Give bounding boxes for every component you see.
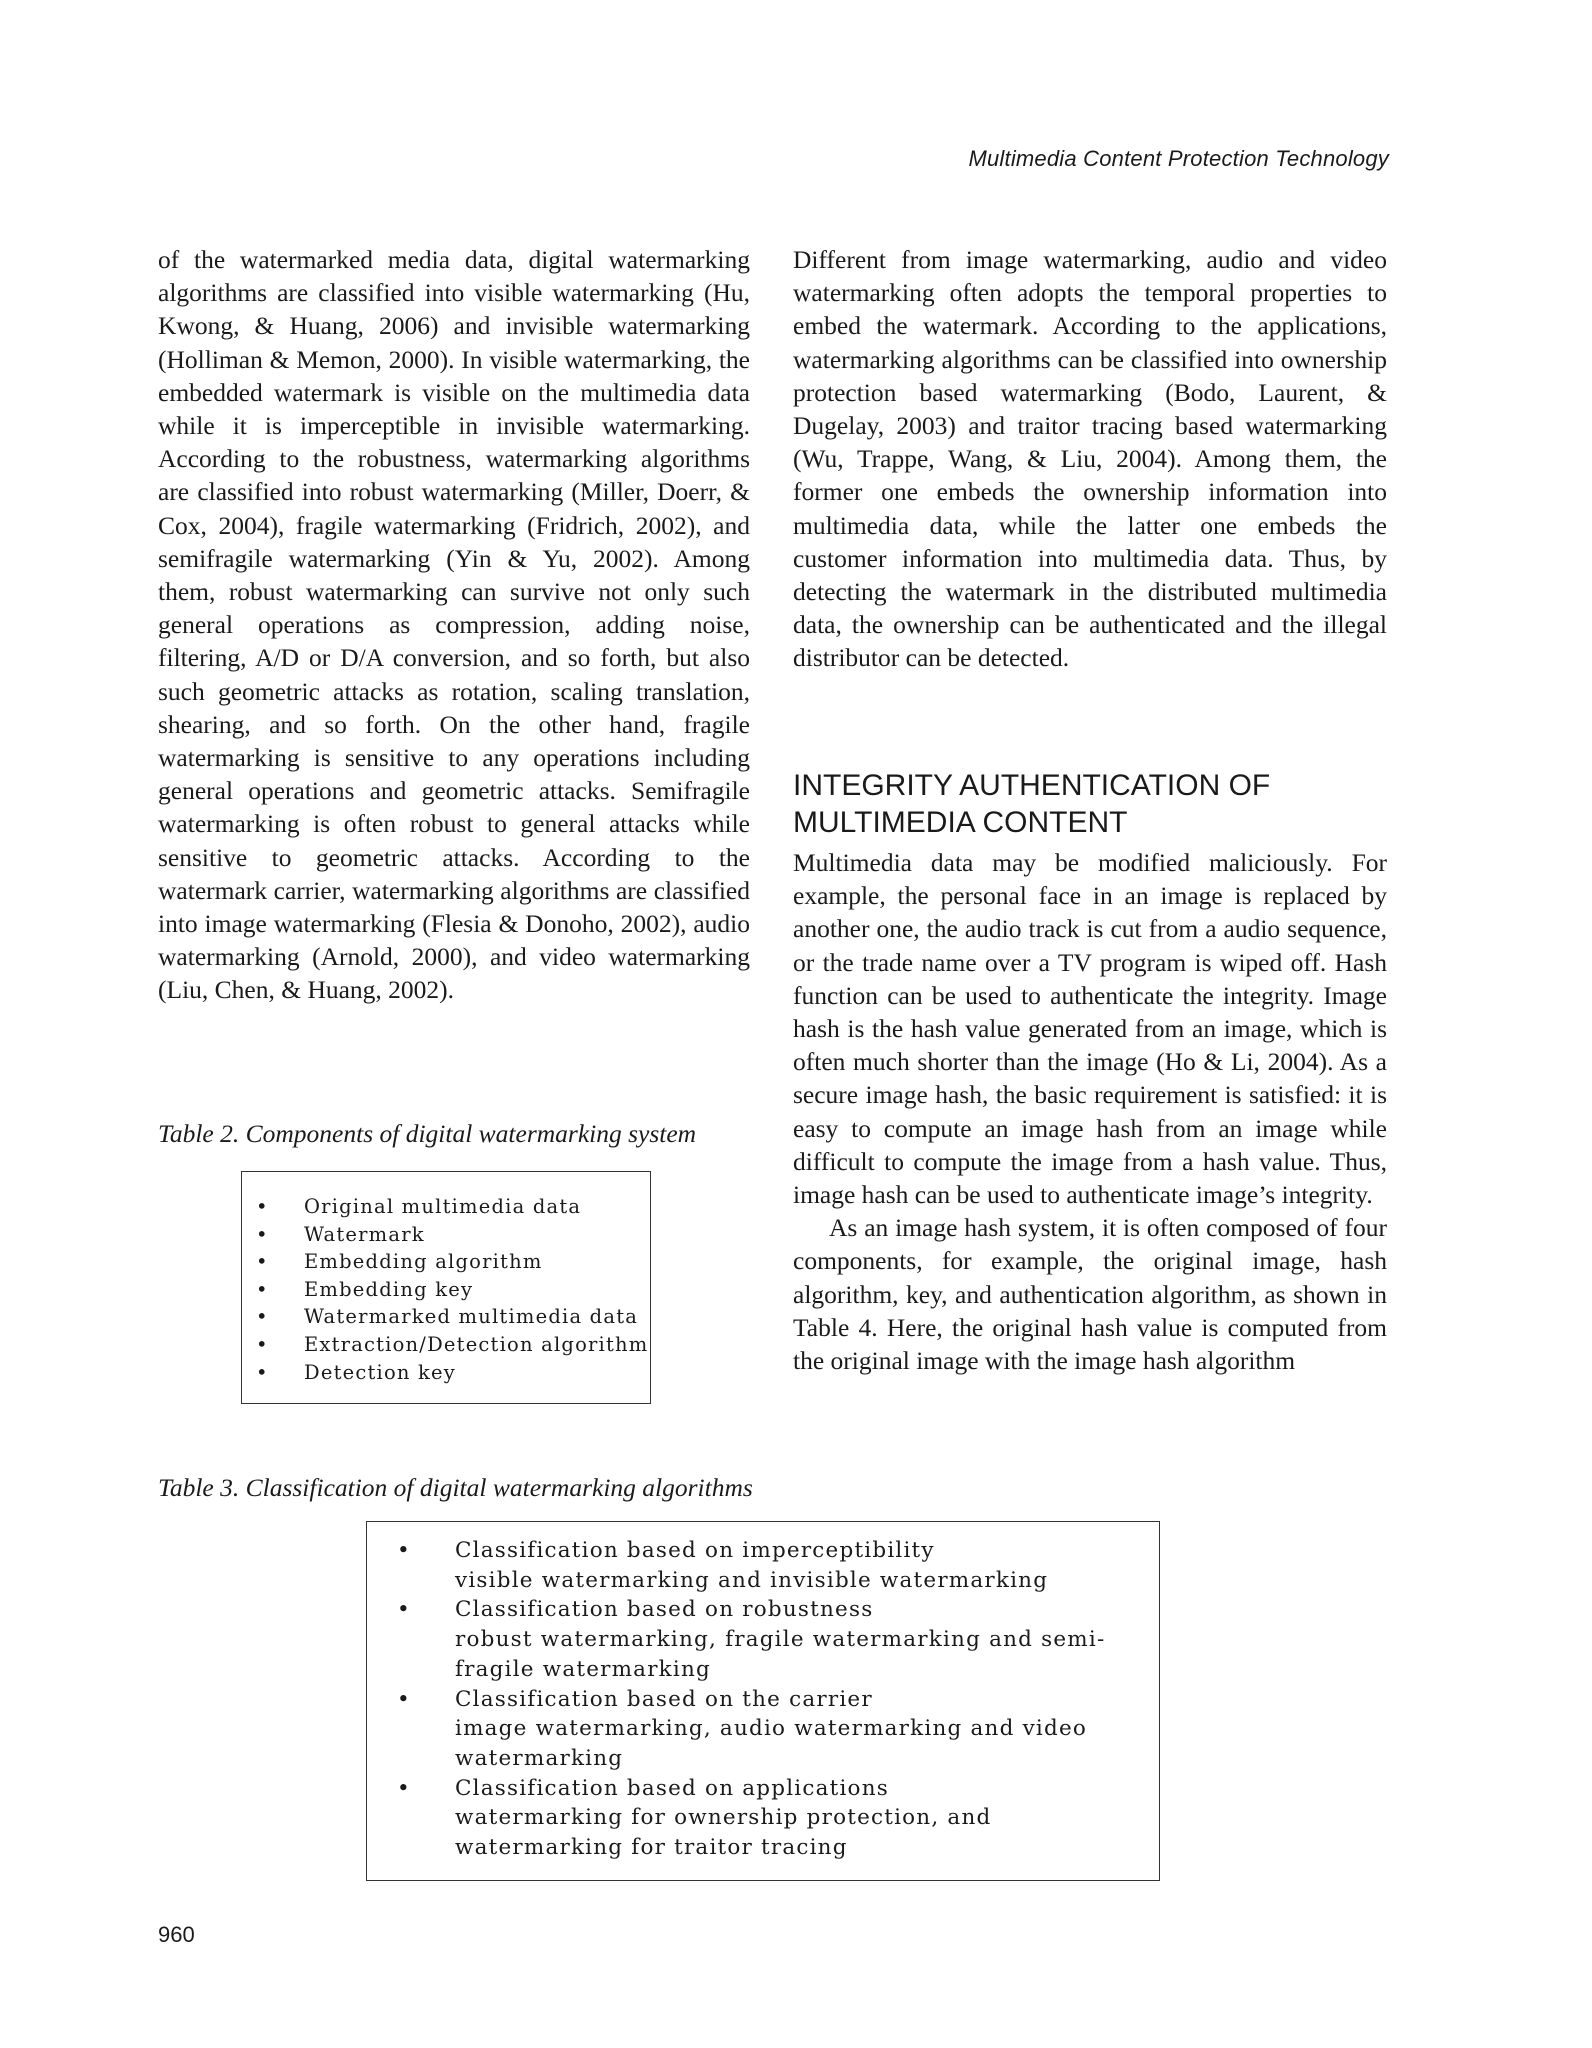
- table3-item-heading: [397, 1536, 1159, 1566]
- table3-box: [366, 1521, 1160, 1881]
- table2-item-text: Watermark: [304, 1222, 425, 1246]
- page-number: 960: [158, 1922, 195, 1947]
- running-head: Multimedia Content Protection Technology: [968, 146, 1389, 171]
- table2-item: [256, 1303, 650, 1331]
- section-paragraph-2: As an image hash system, it is often composed of four components, for example, the original image, hash algorithm, key, and authentication algorithm, as shown in Table 4. Here, the original hash value is computed from the original image with the image hash algorithm: [793, 1213, 1387, 1376]
- section-body: [793, 846, 1387, 1377]
- section-paragraph-1: Multimedia data may be modified maliciously. For example, the personal face in an image is replaced by another one, the audio track is cut from a audio sequence, or the trade name over a TV program is wiped off. Hash function can be used to authenticate the integrity. Image hash is the hash value generated from an image, which is often much shorter than the image (Ho & Li, 2004). As a secure image hash, the basic requirement is satisfied: it is easy to compute an image hash from an image while difficult to compute the image from a hash value. Thus, image hash can be used to authenticate image’s integrity.: [793, 848, 1387, 1210]
- table3-caption: Table 3. Classification of digital watermarking algorithms: [158, 1473, 753, 1502]
- bullet-icon: •: [397, 1775, 411, 1801]
- bullet-icon: •: [256, 1332, 269, 1356]
- bullet-icon: •: [397, 1597, 411, 1623]
- bullet-icon: •: [397, 1538, 411, 1563]
- table2-item: [256, 1248, 650, 1276]
- table3-heading-text: Classification based on the carrier: [455, 1686, 873, 1712]
- bullet-icon: •: [256, 1277, 269, 1301]
- bullet-icon: •: [397, 1686, 411, 1712]
- left-paragraph: of the watermarked media data, digital watermarking algorithms are classified into visible watermarking (Hu, Kwong, & Huang, 2006) and invisible watermarking (Holliman & Memon, 2000). In visible watermarking, the embedded watermark is visible on the multimedia data while it is imperceptible in invisible watermarking. According to the robustness, watermarking algorithms are classified into robust watermarking (Miller, Doerr, & Cox, 2004), fragile watermarking (Fridrich, 2002), and semifragile watermarking (Yin & Yu, 2002). Among them, robust watermarking can survive not only such general operations as compression, adding noise, filtering, A/D or D/A conversion, and so forth, but also such geometric attacks as rotation, scaling translation, shearing, and so forth. On the other hand, fragile watermarking is sensitive to any operations including general operations and geometric attacks. Semifragile watermarking is often robust to general attacks while sensitive to geometric attacks. According to the watermark carrier, watermarking algorithms are classified into image watermarking (Flesia & Donoho, 2002), audio watermarking (Arnold, 2000), and video watermarking (Liu, Chen, & Huang, 2002).: [158, 245, 750, 1005]
- table2-item: [256, 1331, 650, 1359]
- table3-list: [397, 1536, 1159, 1863]
- table2-item-text: Embedding algorithm: [304, 1250, 543, 1274]
- table3-heading-text: Classification based on imperceptibility: [455, 1538, 935, 1563]
- bullet-icon: •: [256, 1305, 269, 1329]
- table3-item-heading: [397, 1774, 1159, 1804]
- table2-caption: Table 2. Components of digital watermarking system: [158, 1119, 697, 1148]
- bullet-icon: •: [256, 1195, 269, 1218]
- table3-item-heading: [397, 1685, 1159, 1715]
- table2-item-text: Detection key: [304, 1360, 457, 1384]
- table2-item-text: Embedding key: [304, 1277, 474, 1301]
- table3-item-detail: watermarking for ownership protection, and watermarking for traitor tracing: [455, 1805, 992, 1861]
- right-column: [793, 243, 1387, 675]
- table2-item: [256, 1359, 650, 1387]
- left-column: [158, 243, 750, 1007]
- table2-item: [256, 1221, 650, 1249]
- table2-item: [256, 1276, 650, 1304]
- table3-heading-text: Classification based on applications: [455, 1775, 889, 1801]
- table2-item-text: Watermarked multimedia data: [304, 1305, 639, 1329]
- table2-item-text: Original multimedia data: [304, 1195, 582, 1218]
- bullet-icon: •: [256, 1250, 269, 1274]
- bullet-icon: •: [256, 1222, 269, 1246]
- table2-box: [241, 1171, 651, 1404]
- table3-heading-text: Classification based on robustness: [455, 1597, 874, 1623]
- table3-item-detail: visible watermarking and invisible watermarking: [455, 1567, 1049, 1593]
- section-heading: INTEGRITY AUTHENTICATION OF MULTIMEDIA CONTENT: [793, 768, 1271, 839]
- table3-item-detail: robust watermarking, fragile watermarking and semi-fragile watermarking: [455, 1627, 1106, 1682]
- right-paragraph: Different from image watermarking, audio and video watermarking often adopts the temporal properties to embed the watermark. According to the applications, watermarking algorithms can be classified into ownership protection based watermarking (Bodo, Laurent, & Dugelay, 2003) and traitor tracing based watermarking (Wu, Trappe, Wang, & Liu, 2004). Among them, the former one embeds the ownership information into multimedia data, while the latter one embeds the customer information into multimedia data. Thus, by detecting the watermark in the distributed multimedia data, the ownership can be authenticated and the illegal distributor can be detected.: [793, 245, 1387, 673]
- table3-item-heading: [397, 1595, 1159, 1625]
- table2-item-text: Extraction/Detection algorithm: [304, 1332, 649, 1356]
- table3-item-detail: image watermarking, audio watermarking and video watermarking: [455, 1716, 1088, 1771]
- table2-item: [256, 1193, 650, 1221]
- bullet-icon: •: [256, 1360, 269, 1384]
- table2-list: [256, 1193, 650, 1386]
